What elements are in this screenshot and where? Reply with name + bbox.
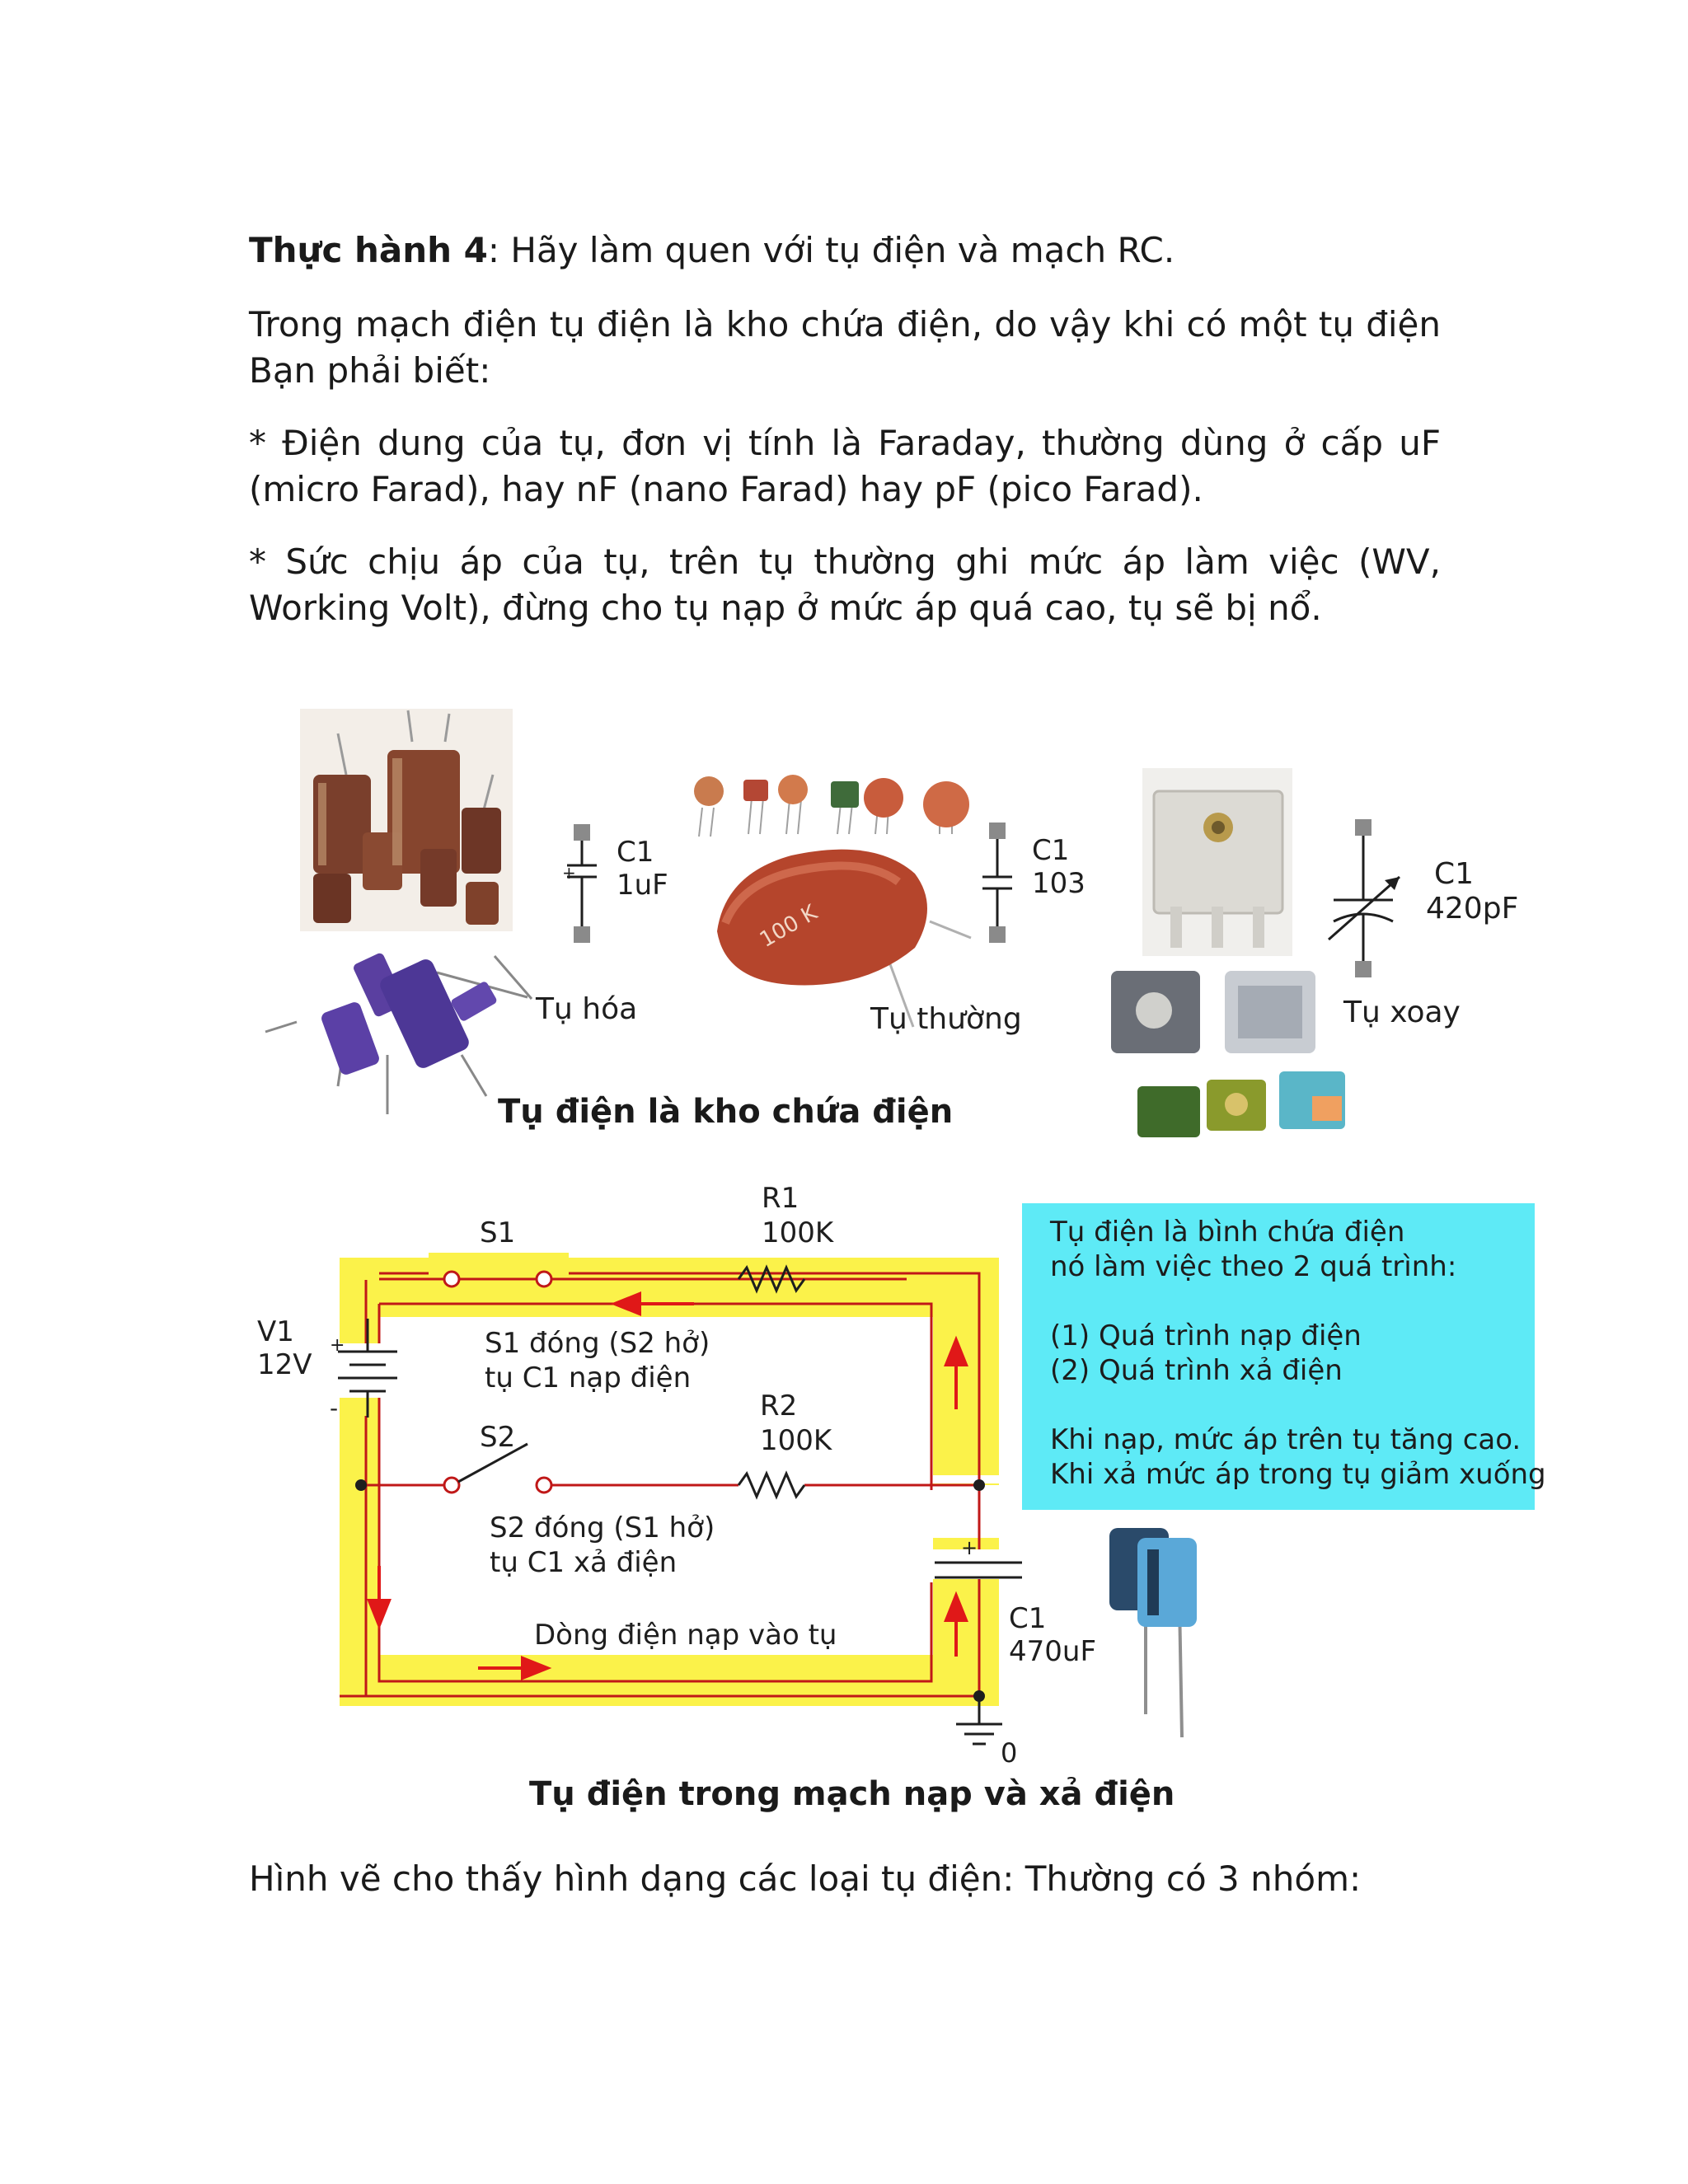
figure1-caption: Tụ điện là kho chứa điện: [498, 1093, 954, 1131]
note-charge-line1: S1 đóng (S2 hở): [485, 1327, 710, 1360]
cap2-type: Tụ thường: [870, 1002, 1022, 1036]
label-c1-plus: +: [961, 1536, 978, 1559]
film-marking: 100 K: [755, 900, 822, 953]
cap3-value: 420pF: [1426, 892, 1519, 926]
label-minus: -: [330, 1394, 339, 1422]
label-s1: S1: [480, 1216, 516, 1249]
label-r1-value: 100K: [762, 1216, 834, 1249]
label-r2-name: R2: [760, 1390, 798, 1422]
info-line-7: Khi nạp, mức áp trên tụ tăng cao.: [1050, 1423, 1522, 1456]
info-line-2: nó làm việc theo 2 quá trình:: [1050, 1250, 1457, 1283]
label-r1-name: R1: [762, 1182, 799, 1215]
note-charge-line2: tụ C1 nạp điện: [485, 1361, 692, 1394]
info-box: [1022, 1203, 1546, 1510]
label-ground: 0: [1001, 1737, 1018, 1769]
note-charging-current: Dòng điện nạp vào tụ: [534, 1619, 837, 1652]
figure2-caption: Tụ điện trong mạch nạp và xả điện: [529, 1775, 1175, 1813]
cap1-type: Tụ hóa: [536, 992, 638, 1026]
label-c1-value: 470uF: [1009, 1635, 1097, 1668]
switch-s2: [366, 1444, 979, 1493]
info-line-1: Tụ điện là bình chứa điện: [1050, 1216, 1405, 1249]
paragraph-1: Trong mạch điện tụ điện là kho chứa điện, do vậy khi có một tụ điện Bạn phải biết:: [249, 304, 1441, 391]
label-v1-name: V1: [257, 1315, 294, 1348]
note-discharge-line1: S2 đóng (S1 hở): [490, 1511, 715, 1544]
label-plus: +: [330, 1335, 345, 1356]
label-v1-value: 12V: [257, 1348, 312, 1381]
bottom-paragraph: Hình vẽ cho thấy hình dạng các loại tụ điện: Thường có 3 nhóm:: [249, 1858, 1362, 1899]
label-r2-value: 100K: [760, 1424, 832, 1457]
cap2-name: C1: [1032, 834, 1070, 867]
label-c1-name: C1: [1009, 1602, 1047, 1635]
label-s2: S2: [480, 1421, 516, 1454]
cap3-type: Tụ xoay: [1343, 996, 1461, 1029]
svg-text:+: +: [562, 863, 576, 883]
title-bold: Thực hành 4: [249, 230, 488, 270]
paragraph-2: * Điện dung của tụ, đơn vị tính là Faraday, thường dùng ở cấp uF (micro Farad), hay nF (nano Farad) hay pF (pico Farad).: [249, 423, 1441, 509]
info-line-5: (2) Quá trình xả điện: [1050, 1354, 1343, 1387]
cap1-name: C1: [617, 836, 654, 869]
resistor-r2: [738, 1474, 804, 1497]
info-line-4: (1) Quá trình nạp điện: [1050, 1319, 1362, 1352]
cap2-value: 103: [1032, 867, 1085, 900]
info-line-8: Khi xả mức áp trong tụ giảm xuống: [1050, 1458, 1546, 1491]
capacitor-c1-photo: [1109, 1528, 1197, 1737]
paragraph-3: * Sức chịu áp của tụ, trên tụ thường ghi mức áp làm việc (WV, Working Volt), đừng cho tụ nạp ở mức áp quá cao, tụ sẽ bị nổ.: [249, 541, 1441, 628]
cap1-value: 1uF: [617, 869, 668, 902]
note-discharge-line2: tụ C1 xả điện: [490, 1546, 678, 1579]
title-rest: : Hãy làm quen với tụ điện và mạch RC.: [487, 230, 1175, 270]
cap3-name: C1: [1434, 857, 1475, 891]
